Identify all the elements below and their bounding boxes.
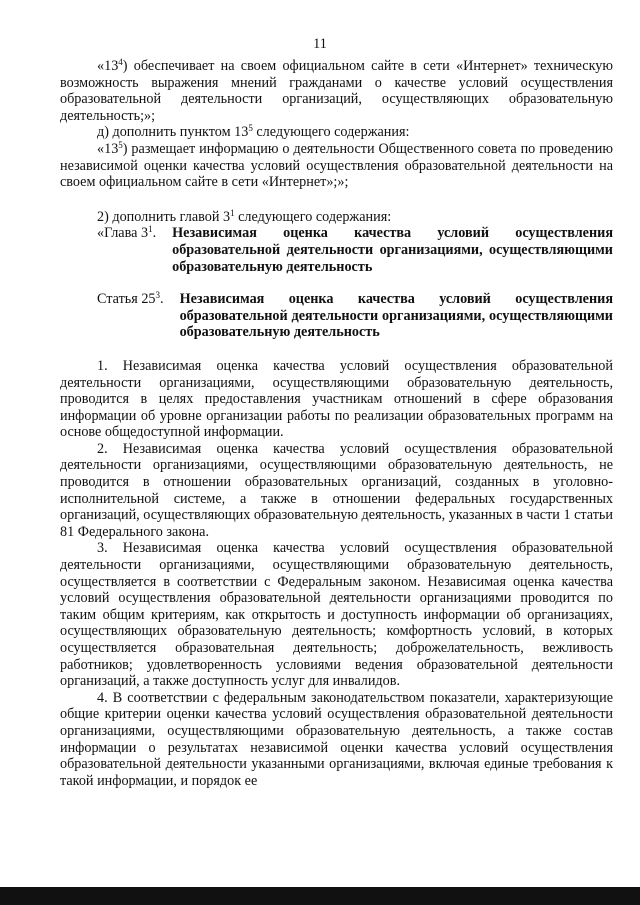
- article-label: [60, 291, 164, 308]
- text-run: Статья 25: [97, 291, 156, 308]
- paragraph-13-4: [60, 58, 613, 124]
- text-run: д) дополнить пунктом 13: [97, 124, 249, 141]
- chapter-label: [60, 225, 156, 242]
- superscript: 1: [230, 207, 235, 218]
- article-paragraph-1: 1. Независимая оценка качества условий осуществления образовательной деятельности организациями, осуществляющими образовательную деятельность, проводится в целях предоставления участникам отношений в сфере образования информации об уровне организации работы по реализации образовательных программ на основе общедоступной информации.: [60, 357, 613, 441]
- document-body: [60, 58, 613, 789]
- superscript: 1: [148, 224, 153, 235]
- chapter-intro: [60, 209, 613, 226]
- text-run: .: [160, 291, 164, 308]
- text-run: .: [152, 225, 157, 242]
- superscript: 5: [248, 123, 253, 134]
- text-run: ) размещает информацию о деятельности Общественного совета по проведению независимой оценки качества условий осуществления образовательной деятельности на своем официальном сайте в сети «Интернет»;»;: [60, 140, 613, 191]
- superscript: 3: [155, 290, 161, 301]
- chapter-heading: [60, 225, 613, 275]
- superscript: 5: [118, 139, 123, 150]
- chapter-title: Независимая оценка качества условий осуществления образовательной деятельности организациями, осуществляющими образовательную деятельность: [172, 225, 613, 275]
- text-run: 2) дополнить главой 3: [97, 208, 231, 225]
- article-body: [60, 358, 613, 789]
- text-run: «13: [97, 140, 119, 157]
- text-run: «13: [97, 58, 119, 74]
- text-run: ) обеспечивает на своем официальном сайте в сети «Интернет» техническую возможность выражения мнений гражданами о качестве условий осуществления образовательной деятельности организаций, осуществляющих образовательную деятельность;»;: [60, 58, 613, 124]
- article-heading: [60, 291, 613, 341]
- article-paragraph-3: 3. Независимая оценка качества условий осуществления образовательной деятельности организациями, осуществляющими образовательную деятельность, осуществляется в соответствии с Федеральным законом. Независимая оценка качества условий осуществления образовательной деятельности организациями проводится по таким общим критериям, как открытость и доступность информации об организациях, осуществляющих образовательную деятельность; комфортность условий, в которых осуществляется образовательная деятельность; доброжелательность, вежливость работников; удовлетворенность условиями ведения образовательной деятельности организаций, а также доступность услуг для инвалидов.: [60, 540, 613, 690]
- article-title: Независимая оценка качества условий осуществления образовательной деятельности организациями, осуществляющими образовательную деятельность: [179, 291, 613, 341]
- paragraph-13-5: [60, 141, 613, 191]
- article-paragraph-4: 4. В соответствии с федеральным законодательством показатели, характеризующие общие критерии оценки качества условий осуществления образовательной деятельности организациями, осуществляющими образовательную деятельность, а также состав информации о результатах независимой оценки качества условий осуществления образовательной деятельности указанными организациями, включая единые требования к такой информации, и порядок ее: [60, 689, 613, 789]
- superscript: 4: [118, 57, 123, 67]
- article-paragraph-2: 2. Независимая оценка качества условий осуществления образовательной деятельности организациями, осуществляющими образовательную деятельность, не проводится в отношении образовательных организаций, созданных в уголовно-исполнительной системе, а также в отношении федеральных государственных организаций, осуществляющих образовательную деятельность, указанных в части 1 статьи 81 Федерального закона.: [60, 440, 613, 540]
- scan-edge-bar: [0, 887, 640, 905]
- text-run: «Глава 3: [97, 225, 149, 242]
- text-run: следующего содержания:: [252, 124, 410, 141]
- text-run: следующего содержания:: [234, 208, 392, 225]
- paragraph-add-13-5: [60, 124, 613, 141]
- page-number: 11: [313, 36, 327, 52]
